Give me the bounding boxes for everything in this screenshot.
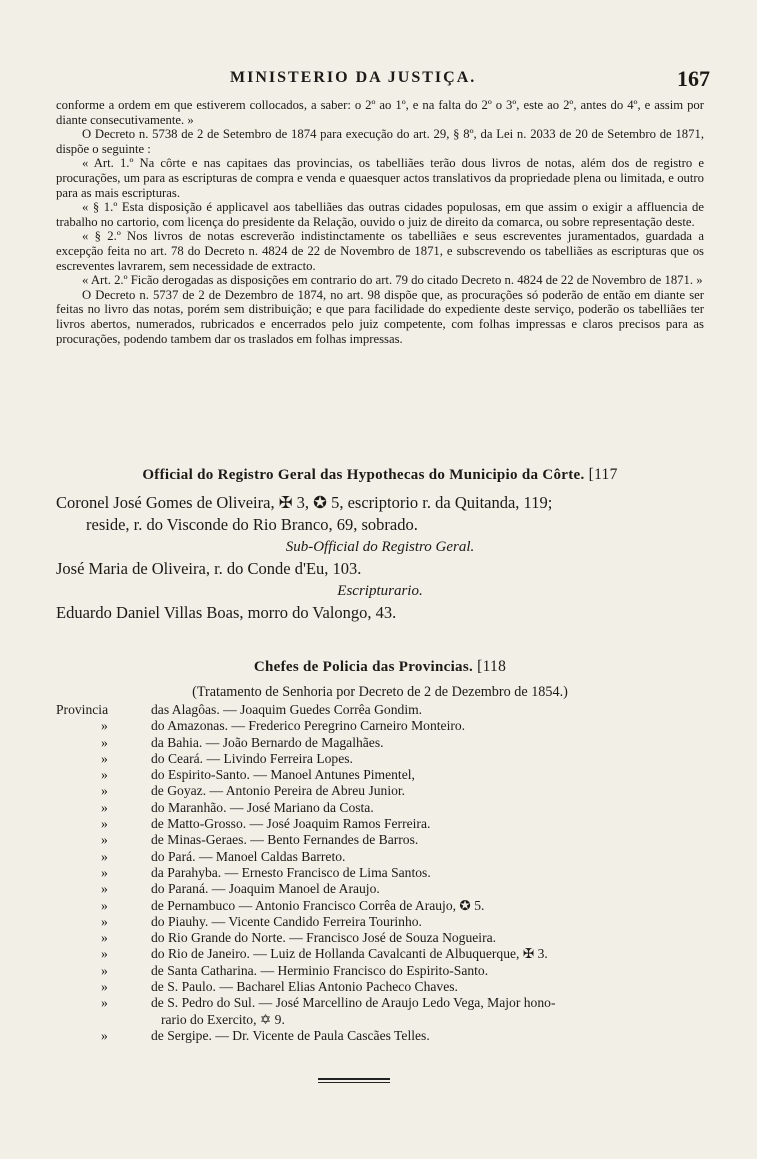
ditto-mark: » bbox=[101, 816, 108, 832]
ditto-mark: » bbox=[101, 881, 108, 897]
province-row bbox=[56, 963, 704, 979]
registry-entry-1 bbox=[56, 492, 704, 536]
decree-paragraph: conforme a ordem em que estiverem collocados, a saber: o 2º ao 1º, e na falta do 2º o 3º, este ao 2º, antes do 4º, e assim por diante consecutivamente. » bbox=[56, 98, 704, 127]
decree-paragraph: O Decreto n. 5738 de 2 de Setembro de 1874 para execução do art. 29, § 8º, da Lei n. 2033 de 20 de Setembro de 1871, dispõe o seguinte : bbox=[56, 127, 704, 156]
province-entry: do Paraná. — Joaquim Manoel de Araujo. bbox=[151, 881, 380, 897]
province-row bbox=[56, 1028, 704, 1044]
section-title: Chefes de Policia das Provincias. bbox=[253, 659, 474, 675]
ditto-mark: » bbox=[101, 718, 108, 734]
entry-line: Coronel José Gomes de Oliveira, ✠ 3, ✪ 5, escriptorio r. da Quitanda, 119; bbox=[56, 493, 553, 512]
province-row bbox=[56, 946, 704, 962]
province-entry: de Minas-Geraes. — Bento Fernandes de Barros. bbox=[151, 832, 419, 848]
section-number: [117 bbox=[588, 466, 618, 483]
ditto-mark: » bbox=[101, 930, 108, 946]
page-number: 167 bbox=[677, 66, 710, 91]
section-heading bbox=[56, 658, 704, 676]
province-entry: da Bahia. — João Bernardo de Magalhães. bbox=[151, 734, 384, 750]
province-row bbox=[56, 995, 704, 1011]
province-entry: do Rio de Janeiro. — Luiz de Hollanda Cavalcanti de Albuquerque, ✠ 3. bbox=[151, 946, 548, 962]
province-list bbox=[56, 702, 704, 1044]
province-entry: do Rio Grande do Norte. — Francisco José de Souza Nogueira. bbox=[151, 930, 497, 946]
province-entry: de S. Pedro do Sul. — José Marcellino de Araujo Ledo Vega, Major hono- bbox=[151, 995, 556, 1011]
ditto-mark: » bbox=[101, 799, 108, 815]
decree-paragraph: « Art. 2.º Ficão derogadas as disposições em contrario do art. 79 do citado Decreto n. 4824 de 22 de Novembro de 1871. » bbox=[82, 273, 703, 288]
section-note: (Tratamento de Senhoria por Decreto de 2 de Dezembro de 1854.) bbox=[192, 684, 568, 700]
ditto-mark: » bbox=[101, 962, 108, 978]
province-entry: de S. Paulo. — Bacharel Elias Antonio Pacheco Chaves. bbox=[151, 979, 458, 995]
running-title: MINISTERIO DA JUSTIÇA. bbox=[230, 69, 477, 86]
ditto-mark: » bbox=[101, 783, 108, 799]
ditto-mark: » bbox=[101, 848, 108, 864]
province-row bbox=[56, 930, 704, 946]
subheading: Escripturario. bbox=[337, 583, 423, 599]
ditto-mark: » bbox=[101, 832, 108, 848]
decree-paragraph: « § 2.º Nos livros de notas escreverão indistinctamente os tabelliães e seus escreventes juramentados, guardada a excepção feita no art. 78 do Decreto n. 4824 de 22 de Novembro de 1871, e subscrevendo os tabelliães as escripturas que os escreventes lavrarem, sem necessidade de extracto. bbox=[56, 229, 704, 273]
province-row bbox=[56, 816, 704, 832]
province-entry: do Pará. — Manoel Caldas Barreto. bbox=[151, 848, 346, 864]
ditto-mark: » bbox=[101, 913, 108, 929]
province-row bbox=[56, 979, 704, 995]
province-row bbox=[56, 767, 704, 783]
province-row bbox=[56, 881, 704, 897]
decree-paragraph: O Decreto n. 5737 de 2 de Dezembro de 1874, no art. 98 dispõe que, as procurações só poderão de então em diante ser feitas no livro das notas, porém sem distribuição; e que para facilidade do expediente deste serviço, poderão os tabelliães ter livros abertos, numerados, rubricados e encerrados pelo juiz competente, com folhas impressas e claros precisos para as procurações, podendo tambem dar os traslados em folhas impressas. bbox=[56, 287, 704, 346]
decree-text-block bbox=[56, 98, 704, 346]
end-rule bbox=[318, 1082, 390, 1083]
province-row bbox=[56, 783, 704, 799]
province-row bbox=[56, 735, 704, 751]
section-heading bbox=[56, 466, 704, 484]
ditto-mark: » bbox=[101, 995, 108, 1011]
province-entry: das Alagôas. — Joaquim Guedes Corrêa Gondim. bbox=[151, 702, 423, 717]
ditto-mark: » bbox=[101, 767, 108, 783]
ditto-mark: » bbox=[101, 750, 108, 766]
ditto-mark: » bbox=[101, 1027, 108, 1043]
page-header bbox=[60, 66, 710, 96]
province-row bbox=[56, 865, 704, 881]
province-entry: de Sergipe. — Dr. Vicente de Paula Cascães Telles. bbox=[151, 1027, 430, 1043]
province-row bbox=[56, 800, 704, 816]
province-row bbox=[56, 914, 704, 930]
ditto-mark: » bbox=[101, 734, 108, 750]
ditto-mark: » bbox=[101, 864, 108, 880]
province-entry: de Pernambuco — Antonio Francisco Corrêa de Araujo, ✪ 5. bbox=[151, 897, 485, 913]
section-number: [118 bbox=[477, 658, 507, 675]
ditto-mark: » bbox=[101, 946, 108, 962]
province-entry: do Ceará. — Livindo Ferreira Lopes. bbox=[151, 750, 353, 766]
province-row bbox=[56, 849, 704, 865]
province-label: Provincia bbox=[56, 702, 109, 717]
province-entry: do Piauhy. — Vicente Candido Ferreira Tourinho. bbox=[151, 913, 422, 929]
registry-entry-2: José Maria de Oliveira, r. do Conde d'Eu, 103. bbox=[56, 559, 362, 578]
subheading: Sub-Official do Registro Geral. bbox=[285, 539, 475, 555]
province-entry: do Espirito-Santo. — Manoel Antunes Pimentel, bbox=[151, 767, 415, 783]
province-entry: de Goyaz. — Antonio Pereira de Abreu Junior. bbox=[151, 783, 406, 799]
province-entry: do Maranhão. — José Mariano da Costa. bbox=[151, 799, 374, 815]
police-section bbox=[56, 658, 704, 1044]
province-row bbox=[56, 702, 704, 718]
ditto-mark: » bbox=[101, 979, 108, 995]
province-entry: do Amazonas. — Frederico Peregrino Carneiro Monteiro. bbox=[151, 718, 466, 734]
province-row bbox=[56, 718, 704, 734]
province-row bbox=[56, 898, 704, 914]
province-entry: de Matto-Grosso. — José Joaquim Ramos Ferreira. bbox=[151, 816, 431, 832]
decree-paragraph: « § 1.º Esta disposição é applicavel aos tabelliães das outras cidades populosas, em que assim o exigir a affluencia de trabalho no cartorio, com licença do presidente da Relação, ouvido o juiz de direito da comarca, ou sobre representação deste. bbox=[56, 200, 704, 229]
section-title: Official do Registro Geral das Hypothecas do Municipio da Côrte. bbox=[142, 467, 585, 483]
province-entry: de Santa Catharina. — Herminio Francisco do Espirito-Santo. bbox=[151, 962, 489, 978]
ditto-mark: » bbox=[101, 897, 108, 913]
province-entry: da Parahyba. — Ernesto Francisco de Lima Santos. bbox=[151, 864, 431, 880]
decree-paragraph: « Art. 1.º Na côrte e nas capitaes das provincias, os tabelliães terão dous livros de notas, além dos de registro e procurações, um para as escripturas de compra e venda e quaesquer actos translativos da propriedade plena ou limitada, e outro para as mais escripturas. bbox=[56, 156, 704, 200]
entry-line: reside, r. do Visconde do Rio Branco, 69, sobrado. bbox=[86, 515, 418, 534]
registry-section bbox=[56, 466, 704, 624]
province-row: rario do Exercito, ✡ 9. bbox=[161, 1011, 285, 1027]
province-row bbox=[56, 832, 704, 848]
registry-entry-3: Eduardo Daniel Villas Boas, morro do Valongo, 43. bbox=[56, 603, 397, 622]
end-rule bbox=[318, 1078, 390, 1080]
province-row bbox=[56, 751, 704, 767]
